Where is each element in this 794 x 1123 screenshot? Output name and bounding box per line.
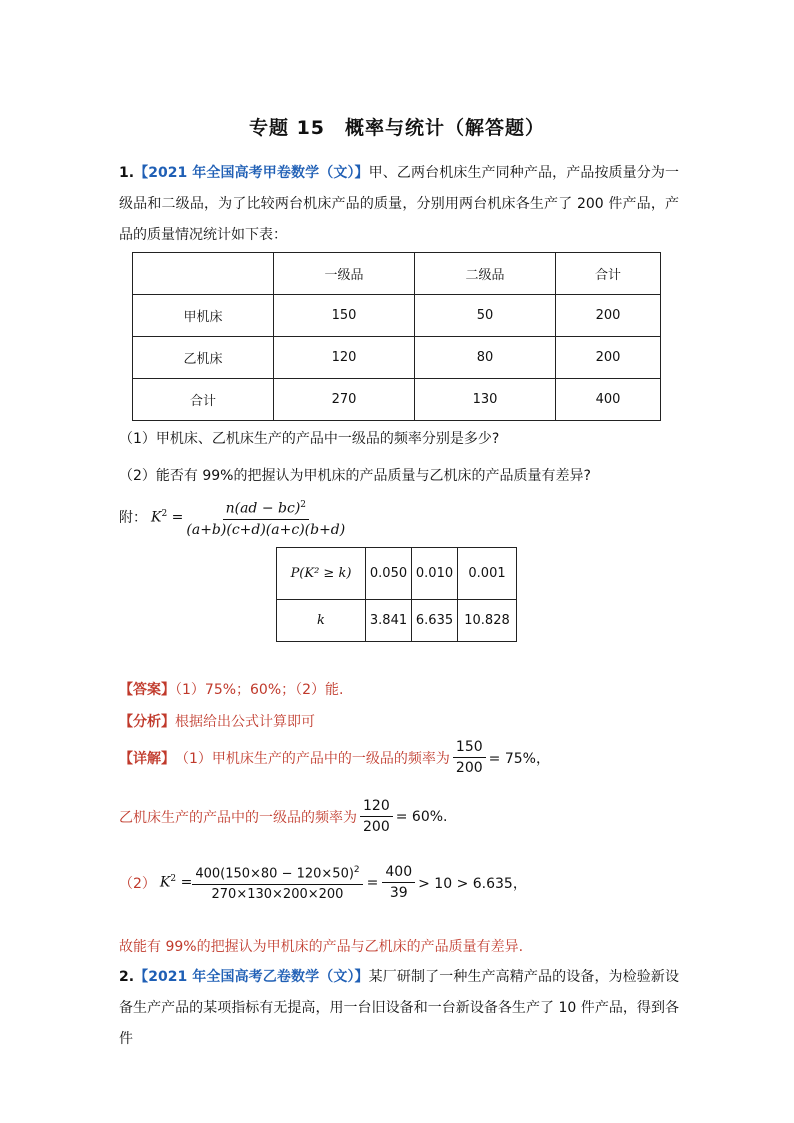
table-row (133, 379, 661, 421)
table-header-cell: 一级品 (274, 253, 415, 295)
formula-lhs: $K^2$ = (151, 509, 184, 526)
conclusion: 故能有 99%的把握认为甲机床的产品与乙机床的产品质量有差异. (119, 939, 524, 955)
table-row (133, 295, 661, 337)
question-source: 【2021 年全国高考甲卷数学（文）】 (134, 165, 369, 181)
table-cell: 200 (556, 295, 661, 337)
detail-3-fraction (192, 861, 362, 904)
detail-2-fraction (360, 797, 393, 836)
formula-block (119, 496, 348, 539)
table-cell: 200 (556, 337, 661, 379)
sub-question-2: （2）能否有 99%的把握认为甲机床的产品质量与乙机床的产品质量有差异? (119, 468, 591, 484)
fraction-numerator: $400(150\times 80 - 120\times 50)^2$ (192, 861, 362, 885)
table-cell: 合计 (133, 379, 274, 421)
table-cell: 3.841 (366, 600, 412, 642)
detail-tag: 【详解】 (119, 750, 175, 767)
detail-3-prefix: （2） (119, 875, 156, 892)
ptable-label: P(K² ≥ k) (277, 548, 366, 600)
table-cell: 甲机床 (133, 295, 274, 337)
answer-text: （1）75%；60%；（2）能. (175, 682, 344, 698)
question-number: 1. (119, 165, 135, 181)
fraction-numerator: 150 (453, 738, 486, 758)
detail-3-fraction-2 (382, 863, 415, 902)
fraction-denominator: 270×130×200×200 (211, 887, 344, 903)
question-number: 2. (119, 969, 135, 985)
table-header-cell (133, 253, 274, 295)
detail-1-text: （1）甲机床生产的产品中的一级品的频率为 (175, 750, 450, 767)
detail-1-result: = 75%， (488, 750, 550, 767)
question-body: 甲、乙两台机床生产同种产品，产品按质量分为一级品和二级品，为了比较两台机床产品的质量，分别用两台机床各生产了 200 件产品，产品的质量情况统计如下表： (119, 165, 679, 243)
detail-line-3 (119, 861, 527, 904)
analysis-tag: 【分析】 (119, 714, 175, 730)
formula-numerator: n(ad − bc)$^2$ (223, 496, 309, 520)
analysis-line (119, 711, 315, 731)
table-cell: 130 (415, 379, 556, 421)
detail-2-text: 乙机床生产的产品中的一级品的频率为 (119, 809, 357, 826)
fraction-numerator: 120 (360, 797, 393, 817)
table-cell: 0.010 (412, 548, 458, 600)
detail-line-1 (119, 738, 550, 777)
table-row (133, 337, 661, 379)
answer-tag: 【答案】 (119, 682, 175, 698)
table-row (277, 548, 517, 600)
table-cell: 80 (415, 337, 556, 379)
analysis-text: 根据给出公式计算即可 (175, 714, 315, 730)
table-header-cell: 合计 (556, 253, 661, 295)
table-header-row (133, 253, 661, 295)
table-cell: 120 (274, 337, 415, 379)
formula-fraction (183, 496, 348, 539)
fraction-denominator: 200 (455, 760, 483, 776)
question-source: 【2021 年全国高考乙卷数学（文）】 (134, 969, 369, 985)
page-title: 专题 15 概率与统计（解答题） (248, 117, 546, 139)
table-cell: 50 (415, 295, 556, 337)
formula-denominator: (a+b)(c+d)(a+c)(b+d) (186, 521, 346, 538)
table-cell: 270 (274, 379, 415, 421)
detail-line-2 (119, 797, 447, 836)
fraction-denominator: 200 (363, 819, 390, 835)
table-cell: 6.635 (412, 600, 458, 642)
question-2-text (119, 962, 679, 1055)
table-cell: 0.050 (366, 548, 412, 600)
table-row (277, 600, 517, 642)
quality-table (132, 252, 661, 421)
table-cell: 150 (274, 295, 415, 337)
table-cell: 400 (556, 379, 661, 421)
detail-3-lhs: $K^2$ = (159, 874, 193, 891)
question-1-text (119, 158, 679, 251)
table-cell: 乙机床 (133, 337, 274, 379)
critical-value-table (276, 547, 517, 642)
question-body: 某厂研制了一种生产高精产品的设备，为检验新设备生产产品的某项指标有无提高，用一台旧设备和一台新设备各生产了 10 件产品，得到各件 (119, 969, 679, 1047)
equals-sign: = (366, 874, 379, 891)
table-cell: 10.828 (458, 600, 517, 642)
appendix-label: 附： (119, 510, 147, 527)
fraction-denominator: 39 (389, 885, 408, 902)
table-cell: 0.001 (458, 548, 517, 600)
ptable-label: k (277, 600, 366, 642)
answer-line (119, 679, 344, 699)
table-header-cell: 二级品 (415, 253, 556, 295)
detail-2-result: = 60%. (395, 808, 448, 825)
detail-3-result: > 10 > 6.635， (418, 875, 527, 892)
sub-question-1: （1）甲机床、乙机床生产的产品中一级品的频率分别是多少? (119, 431, 500, 447)
detail-1-fraction (453, 738, 486, 777)
fraction-numerator: 400 (382, 863, 415, 883)
